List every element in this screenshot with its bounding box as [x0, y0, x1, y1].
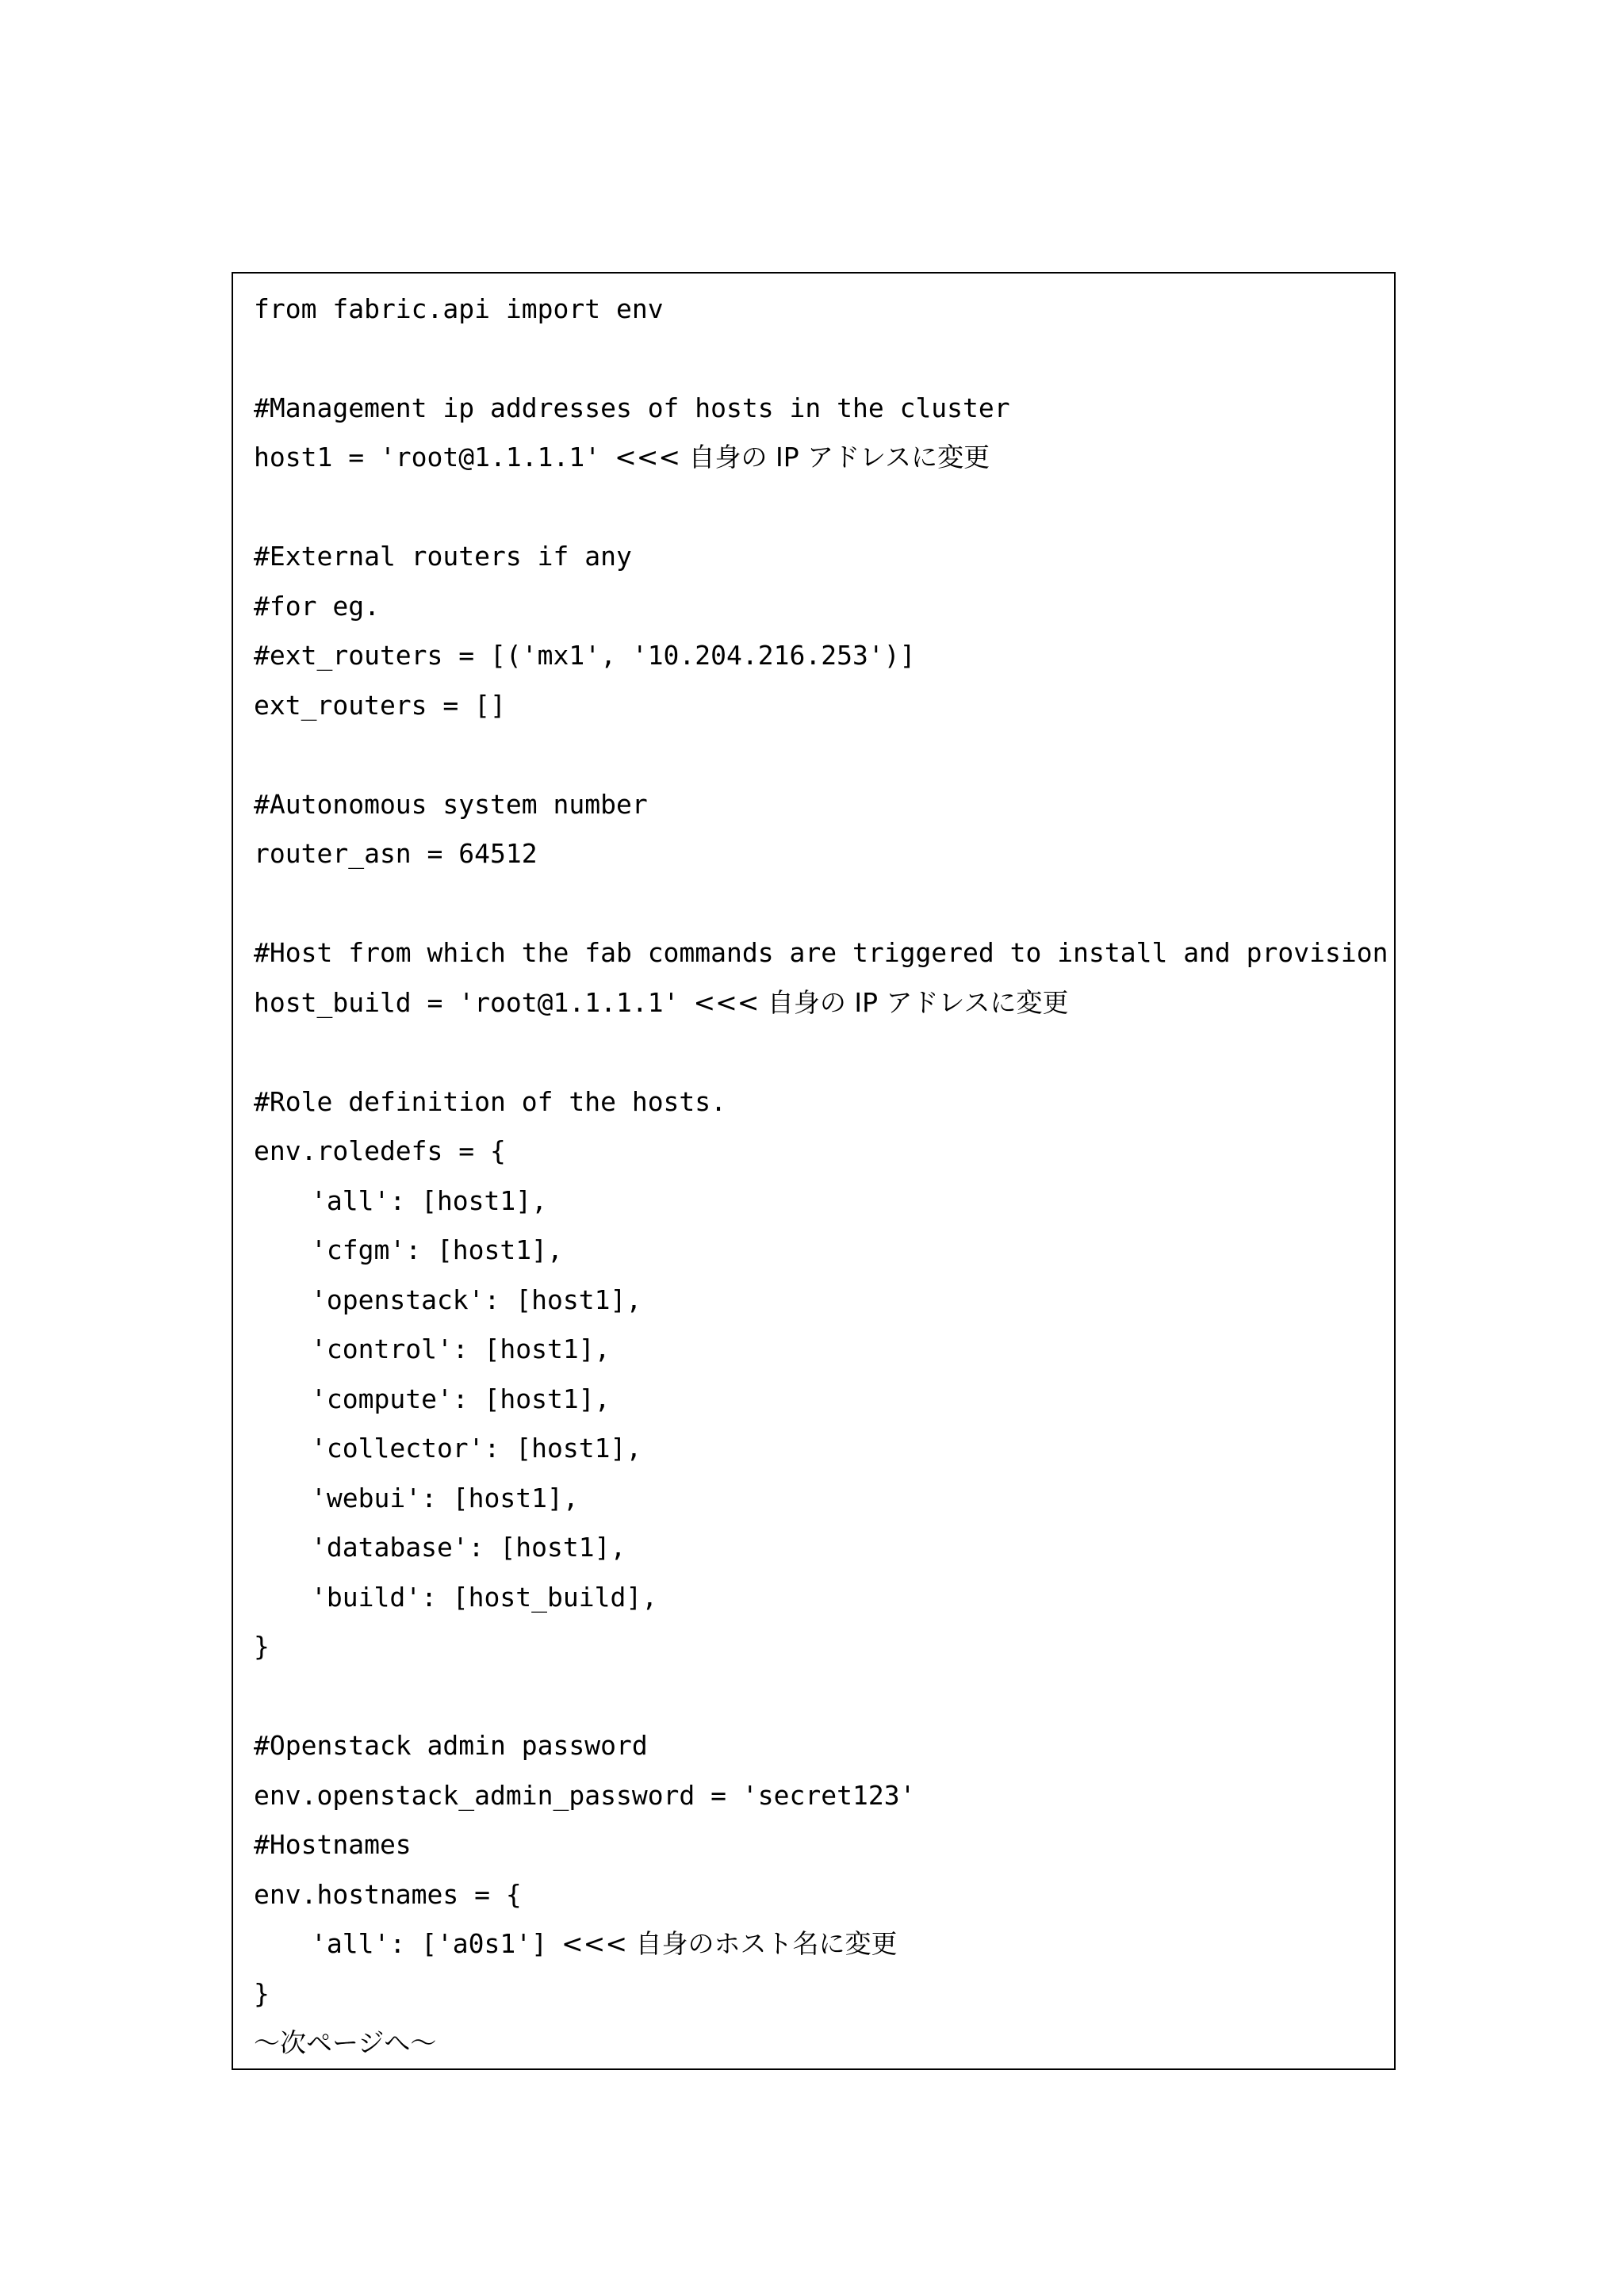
- code-text: #Management ip addresses of hosts in the cluster: [254, 392, 1010, 423]
- code-text: host1 = 'root@1.1.1.1': [254, 442, 601, 473]
- code-line: [311, 1182, 547, 1220]
- code-text: }: [254, 1978, 270, 2009]
- code-line: [254, 1876, 522, 1914]
- code-line: [254, 1628, 270, 1666]
- code-line: [311, 1479, 579, 1517]
- code-text: 'openstack': [host1],: [311, 1284, 642, 1315]
- code-text: }: [254, 1631, 270, 1662]
- code-text: env.roledefs = {: [254, 1135, 506, 1166]
- continued-text: ～次ページへ～: [254, 2027, 437, 2058]
- code-line: [311, 1380, 611, 1418]
- code-line: [254, 587, 380, 626]
- code-text: host_build = 'root@1.1.1.1': [254, 987, 680, 1018]
- code-line: [311, 1529, 626, 1567]
- code-line: [311, 1330, 611, 1368]
- change-note: <<< 自身の IP アドレスに変更: [693, 987, 1069, 1018]
- code-line: [311, 1925, 897, 1963]
- code-text: #ext_routers = [('mx1', '10.204.216.253')]: [254, 640, 916, 671]
- code-text: #for eg.: [254, 591, 380, 622]
- code-text: ext_routers = []: [254, 690, 506, 721]
- code-text: 'collector': [host1],: [311, 1433, 642, 1464]
- code-line: [311, 1231, 563, 1269]
- change-note: <<< 自身のホスト名に変更: [561, 1928, 898, 1959]
- code-box: [232, 272, 1396, 2070]
- code-line: [254, 290, 664, 328]
- code-line: [254, 786, 648, 824]
- code-text: #Role definition of the hosts.: [254, 1086, 727, 1117]
- code-text: #Hostnames: [254, 1829, 412, 1860]
- code-text: env.hostnames = {: [254, 1879, 522, 1910]
- code-text: env.openstack_admin_password = 'secret123': [254, 1780, 916, 1811]
- code-text: 'webui': [host1],: [311, 1483, 579, 1513]
- code-line: [254, 1975, 270, 2013]
- code-line: [254, 934, 1388, 972]
- code-line: [311, 1429, 642, 1468]
- code-line: [254, 687, 506, 725]
- code-line: [254, 538, 632, 576]
- code-line: [254, 1132, 506, 1170]
- code-line: [254, 1083, 726, 1121]
- code-text: #Host from which the fab commands are triggered to install and provision: [254, 937, 1388, 968]
- code-text: 'compute': [host1],: [311, 1383, 611, 1414]
- code-line: [254, 1826, 412, 1864]
- code-line: [254, 438, 990, 476]
- continued-next-page: [254, 2024, 436, 2062]
- code-line: [254, 1777, 915, 1815]
- code-text: #Autonomous system number: [254, 789, 648, 820]
- code-line: [254, 637, 915, 675]
- code-text: router_asn = 64512: [254, 838, 538, 869]
- code-line: [254, 835, 538, 873]
- code-line: [254, 1727, 648, 1765]
- code-text: #Openstack admin password: [254, 1730, 648, 1761]
- code-text: #External routers if any: [254, 541, 632, 572]
- code-line: [254, 984, 1069, 1022]
- code-text: 'database': [host1],: [311, 1532, 626, 1563]
- code-text: 'cfgm': [host1],: [311, 1234, 563, 1265]
- code-text: 'all': [host1],: [311, 1185, 548, 1216]
- code-text: 'control': [host1],: [311, 1334, 611, 1364]
- code-text: 'all': ['a0s1']: [311, 1928, 548, 1959]
- code-line: [254, 389, 1010, 427]
- change-note: <<< 自身の IP アドレスに変更: [615, 442, 990, 473]
- code-line: [311, 1281, 642, 1319]
- code-text: 'build': [host_build],: [311, 1582, 658, 1613]
- code-line: [311, 1578, 657, 1617]
- code-text: from fabric.api import env: [254, 293, 664, 324]
